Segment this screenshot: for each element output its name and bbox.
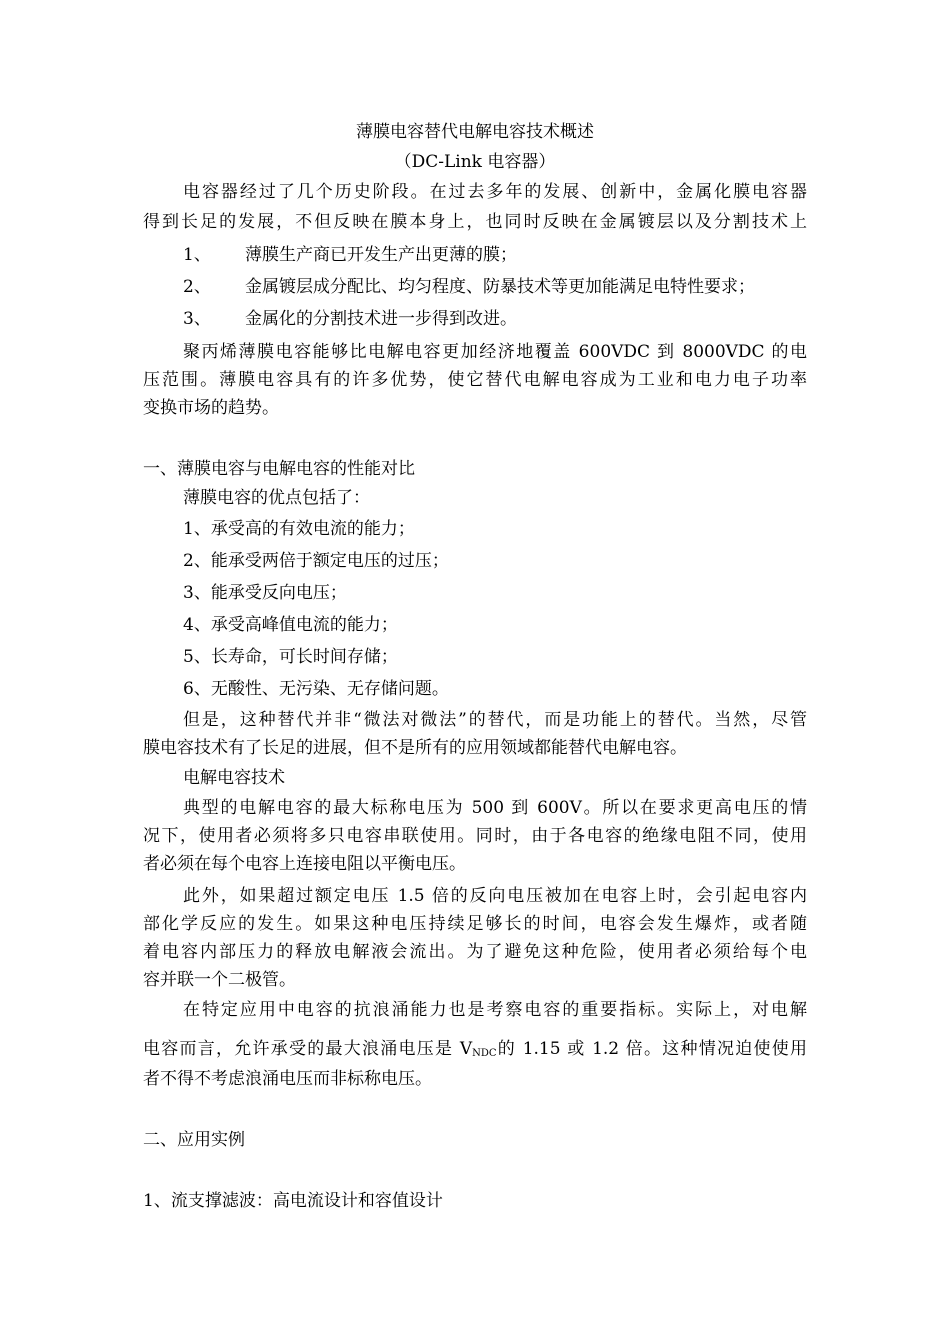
paragraph-line: 在特定应用中电容的抗浪涌能力也是考察电容的重要指标。实际上，对电解: [183, 1000, 807, 1020]
paragraph-line: 者必须在每个电容上连接电阻以平衡电压。: [143, 854, 466, 874]
section-heading: 一、薄膜电容与电解电容的性能对比: [143, 459, 415, 479]
surge-text-before: 电容而言，允许承受的最大浪涌电压是 V: [143, 1039, 473, 1059]
dev-list-text: 金属镀层成分配比、均匀程度、防暴技术等更加能满足电特性要求；: [245, 277, 755, 297]
paragraph-line: 压范围。薄膜电容具有的许多优势，使它替代电解电容成为工业和电力电子功率: [143, 370, 807, 390]
advantage-item: 6、无酸性、无污染、无存储问题。: [183, 679, 449, 699]
paragraph-line: 者不得不考虑浪涌电压而非标称电压。: [143, 1069, 432, 1089]
dev-list-text: 薄膜生产商已开发生产出更薄的膜；: [245, 245, 517, 265]
document-title: 薄膜电容替代电解电容技术概述: [356, 122, 594, 142]
dev-list-text: 金属化的分割技术进一步得到改进。: [245, 309, 517, 329]
subsection-heading: 电解电容技术: [183, 768, 285, 788]
intro-line: 得到长足的发展，不但反映在膜本身上，也同时反映在金属镀层以及分割技术上: [143, 212, 807, 232]
paragraph-line: 容并联一个二极管。: [143, 970, 296, 990]
advantage-item: 5、长寿命，可长时间存储；: [183, 647, 398, 667]
advantages-intro: 薄膜电容的优点包括了：: [183, 488, 370, 508]
dev-list-item: [183, 307, 807, 331]
advantage-item: 3、能承受反向电压；: [183, 583, 347, 603]
surge-text-after: 的 1.15 或 1.2 倍。这种情况迫使使用: [496, 1039, 807, 1059]
advantage-item: 2、能承受两倍于额定电压的过压；: [183, 551, 449, 571]
paragraph-line: 但是，这种替代并非“微法对微法”的替代，而是功能上的替代。当然，尽管: [183, 710, 807, 730]
paragraph-line: 部化学反应的发生。如果这种电压持续足够长的时间，电容会发生爆炸，或者随: [143, 914, 807, 934]
advantage-item: 1、承受高的有效电流的能力；: [183, 519, 415, 539]
paragraph-line: 典型的电解电容的最大标称电压为 500 到 600V。所以在要求更高电压的情: [183, 798, 807, 818]
intro-line: 电容器经过了几个历史阶段。在过去多年的发展、创新中，金属化膜电容器: [183, 182, 807, 202]
document-subtitle: （DC-Link 电容器）: [394, 152, 556, 172]
paragraph-line: 变换市场的趋势。: [143, 398, 279, 418]
application-item: 1、流支撑滤波：高电流设计和容值设计: [143, 1191, 443, 1211]
dev-list-number: 2、: [183, 277, 211, 297]
paragraph-line: 膜电容技术有了长足的进展，但不是所有的应用领域都能替代电解电容。: [143, 738, 687, 758]
section-heading: 二、应用实例: [143, 1130, 245, 1150]
dev-list-number: 3、: [183, 309, 211, 329]
paragraph-line: [143, 1037, 807, 1061]
paragraph-line: 此外，如果超过额定电压 1.5 倍的反向电压被加在电容上时，会引起电容内: [183, 886, 807, 906]
paragraph-line: 聚丙烯薄膜电容能够比电解电容更加经济地覆盖 600VDC 到 8000VDC 的电: [183, 342, 807, 362]
paragraph-line: 着电容内部压力的释放电解液会流出。为了避免这种危险，使用者必须给每个电: [143, 942, 807, 962]
vndc-subscript: NDC: [472, 1048, 497, 1059]
paragraph-line: 况下，使用者必须将多只电容串联使用。同时，由于各电容的绝缘电阻不同，使用: [143, 826, 807, 846]
dev-list-item: [183, 275, 807, 299]
dev-list-number: 1、: [183, 245, 211, 265]
dev-list-item: [183, 243, 807, 267]
advantage-item: 4、承受高峰值电流的能力；: [183, 615, 398, 635]
